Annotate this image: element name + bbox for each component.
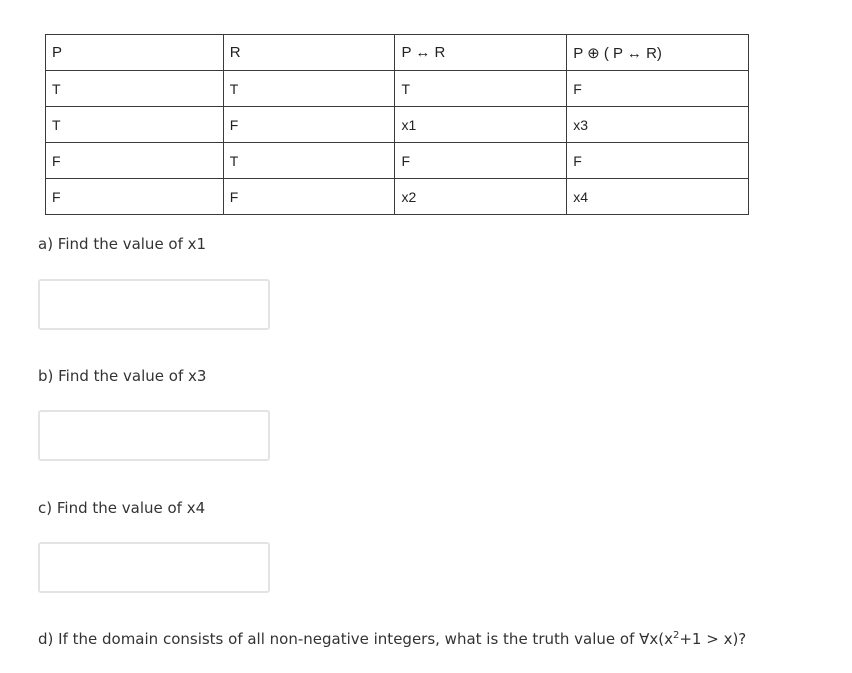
question-c-label: c) Find the value of x4 bbox=[38, 499, 206, 517]
table-row bbox=[46, 71, 749, 107]
question-d-exponent: 2 bbox=[672, 630, 680, 641]
header-cell-r: R bbox=[223, 35, 395, 71]
table-cell: x1 bbox=[395, 107, 567, 143]
table-cell: F bbox=[567, 143, 749, 179]
header-cell-p-xor-p-iff-r: P ⊕ ( P ↔ R) bbox=[567, 35, 749, 71]
table-header-row bbox=[46, 35, 749, 71]
question-d-label bbox=[38, 630, 746, 648]
truth-table bbox=[45, 34, 749, 215]
table-cell: F bbox=[395, 143, 567, 179]
header-cell-p-iff-r: P ↔ R bbox=[395, 35, 567, 71]
table-row bbox=[46, 179, 749, 215]
header-cell-p: P bbox=[46, 35, 224, 71]
answer-c-input[interactable] bbox=[38, 542, 270, 593]
question-a-label: a) Find the value of x1 bbox=[38, 235, 207, 253]
table-cell: x3 bbox=[567, 107, 749, 143]
question-b-label: b) Find the value of x3 bbox=[38, 367, 207, 385]
table-row bbox=[46, 107, 749, 143]
table-cell: F bbox=[223, 107, 395, 143]
table-row bbox=[46, 143, 749, 179]
table-cell: T bbox=[223, 71, 395, 107]
answer-b-input[interactable] bbox=[38, 410, 270, 461]
table-cell: F bbox=[46, 179, 224, 215]
table-cell: F bbox=[567, 71, 749, 107]
table-cell: T bbox=[46, 71, 224, 107]
table-cell: F bbox=[46, 143, 224, 179]
question-d-prefix: d) If the domain consists of all non-negative integers, what is the truth value of ∀x(x bbox=[38, 630, 673, 648]
table-cell: x2 bbox=[395, 179, 567, 215]
table-cell: T bbox=[46, 107, 224, 143]
table-cell: F bbox=[223, 179, 395, 215]
question-d-suffix: +1 > x)? bbox=[679, 630, 747, 648]
table-cell: T bbox=[223, 143, 395, 179]
table-cell: T bbox=[395, 71, 567, 107]
answer-a-input[interactable] bbox=[38, 279, 270, 330]
table-cell: x4 bbox=[567, 179, 749, 215]
